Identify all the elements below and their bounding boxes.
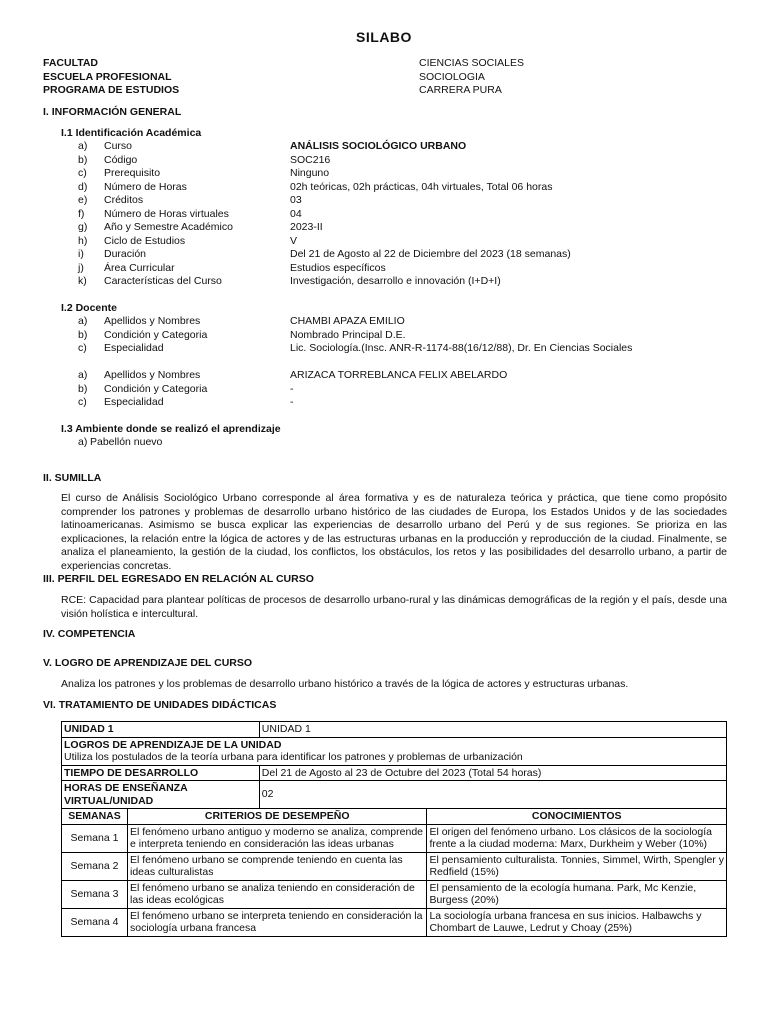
table-row bbox=[62, 722, 727, 738]
subsection-1-3-title: I.3 Ambiente donde se realizó el aprendizaje bbox=[61, 423, 281, 435]
header-value: CARRERA PURA bbox=[419, 84, 502, 96]
item-value: Investigación, desarrollo e innovación (I+D+I) bbox=[290, 275, 501, 287]
list-item bbox=[61, 194, 741, 208]
semana-cell: Semana 2 bbox=[62, 852, 128, 880]
list-item bbox=[61, 221, 741, 235]
item-letter: i) bbox=[78, 248, 84, 260]
list-item bbox=[61, 140, 741, 154]
perfil-text: RCE: Capacidad para plantear políticas de procesos de desarrollo urbano-rural y las dinámicas demográficas de la región y el país, desde una visión holística e intercultural. bbox=[61, 594, 727, 620]
list-item bbox=[61, 262, 741, 276]
section-3-title: III. PERFIL DEL EGRESADO EN RELACIÓN AL CURSO bbox=[43, 573, 314, 585]
item-letter: c) bbox=[78, 167, 87, 179]
table-row bbox=[62, 852, 727, 880]
item-key: Número de Horas bbox=[104, 180, 187, 193]
item-key: Número de Horas virtuales bbox=[104, 207, 229, 220]
item-letter: b) bbox=[78, 328, 88, 341]
section-6-title: VI. TRATAMIENTO DE UNIDADES DIDÁCTICAS bbox=[43, 699, 277, 711]
item-value: - bbox=[290, 382, 294, 395]
item-key: Área Curricular bbox=[104, 261, 175, 274]
section-1-title: I. INFORMACIÓN GENERAL bbox=[43, 106, 182, 118]
item-letter: k) bbox=[78, 275, 87, 287]
logros-cell bbox=[62, 737, 727, 765]
item-value: 03 bbox=[290, 194, 302, 206]
section-5-title: V. LOGRO DE APRENDIZAJE DEL CURSO bbox=[43, 657, 253, 669]
item-letter: a) bbox=[78, 315, 88, 327]
section-2-title: II. SUMILLA bbox=[43, 472, 102, 484]
item-value: Ninguno bbox=[290, 167, 330, 179]
list-item bbox=[61, 369, 741, 383]
academic-info-list bbox=[61, 140, 741, 289]
list-item bbox=[61, 329, 741, 343]
conocimiento-cell: El pensamiento culturalista. Tonnies, Simmel, Wirth, Spengler y Redfield (15%) bbox=[427, 852, 727, 880]
table-row bbox=[62, 880, 727, 908]
sumilla-text: El curso de Análisis Sociológico Urbano corresponde al área formativa y es de naturaleza teórica y práctica, que tiene como propósito comprender los patrones y problemas de desarrollo urbano histórico de las ciudades de Europa, los Estados Unidos y de las sociedades latinoamericanas. Asimismo se busca explicar las experiencias de desarrollo urbano del Perú y de sus regiones. Se prioriza en las explicaciones, la relación entre la lógica de actores y de las estructuras urbanas en la producción y reproducción de la ciudad. Finalmente, se analiza el planeamiento, la gestión de la ciudad, los conflictos, los obstáculos, los retos y las posibilidades del desarrollo urbano, a partir de experiencias concretas. bbox=[61, 492, 727, 572]
semana-cell: Semana 1 bbox=[62, 824, 128, 852]
header-row-escuela bbox=[43, 71, 723, 85]
item-key: Apellidos y Nombres bbox=[104, 369, 201, 381]
list-item bbox=[61, 383, 741, 397]
header-value: SOCIOLOGIA bbox=[419, 70, 485, 83]
tiempo-key: TIEMPO DE DESARROLLO bbox=[62, 765, 260, 781]
criterio-cell: El fenómeno urbano antiguo y moderno se analiza, comprende e interpreta teniendo en consideración las ideas urbanas bbox=[127, 824, 426, 852]
environment-value: Pabellón nuevo bbox=[90, 436, 163, 448]
item-value: ANÁLISIS SOCIOLÓGICO URBANO bbox=[290, 140, 467, 152]
item-value: Lic. Sociología.(Insc. ANR-R-1174-88(16/12/88), Dr. En Ciencias Sociales bbox=[290, 342, 633, 354]
table-row bbox=[62, 765, 727, 781]
item-key: Apellidos y Nombres bbox=[104, 315, 201, 327]
item-key: Especialidad bbox=[104, 342, 164, 354]
item-letter: b) bbox=[78, 382, 88, 395]
item-key: Prerequisito bbox=[104, 167, 161, 179]
table-row bbox=[62, 737, 727, 765]
item-value: 02h teóricas, 02h prácticas, 04h virtuales, Total 06 horas bbox=[290, 180, 553, 193]
list-item bbox=[61, 248, 741, 262]
list-item bbox=[61, 181, 741, 195]
logros-key: LOGROS DE APRENDIZAJE DE LA UNIDAD bbox=[64, 738, 282, 751]
list-item bbox=[61, 154, 741, 168]
list-item bbox=[61, 436, 741, 450]
criterio-cell: El fenómeno urbano se interpreta teniendo en consideración la sociología urbana francesa bbox=[127, 908, 426, 936]
list-item bbox=[61, 167, 741, 181]
conocimiento-cell: La sociología urbana francesa en sus inicios. Halbawchs y Chombart de Lauwe, Ledrut y Choay (25%) bbox=[427, 908, 727, 936]
item-letter: h) bbox=[78, 234, 88, 247]
item-key: Condición y Categoria bbox=[104, 382, 208, 395]
subsection-1-2-title: I.2 Docente bbox=[61, 302, 118, 314]
semana-cell: Semana 4 bbox=[62, 908, 128, 936]
criterio-cell: El fenómeno urbano se comprende teniendo en cuenta las ideas culturalistas bbox=[127, 852, 426, 880]
item-value: 2023-II bbox=[290, 221, 323, 233]
list-item bbox=[61, 396, 741, 410]
col-criterios: CRITERIOS DE DESEMPEÑO bbox=[127, 809, 426, 825]
header-key: PROGRAMA DE ESTUDIOS bbox=[43, 84, 180, 96]
header-value: CIENCIAS SOCIALES bbox=[419, 57, 525, 69]
conocimiento-cell: El origen del fenómeno urbano. Los clásicos de la sociología frente a la ciudad moderna: Marx, Durkheim y Weber (10%) bbox=[427, 824, 727, 852]
list-item bbox=[61, 342, 741, 356]
logro-text: Analiza los patrones y los problemas de desarrollo urbano histórico a través de la lógica de actores y estructuras urbanas. bbox=[61, 678, 629, 690]
item-key: Código bbox=[104, 153, 138, 166]
document-title: SILABO bbox=[356, 29, 412, 45]
list-item bbox=[61, 208, 741, 222]
list-item bbox=[61, 275, 741, 289]
header-block bbox=[43, 57, 723, 98]
unidad-value: UNIDAD 1 bbox=[259, 722, 726, 738]
item-letter: e) bbox=[78, 194, 88, 206]
item-key: Características del Curso bbox=[104, 275, 222, 287]
item-key: Año y Semestre Académico bbox=[104, 221, 233, 233]
item-letter: c) bbox=[78, 396, 87, 408]
item-letter: c) bbox=[78, 342, 87, 354]
item-value: SOC216 bbox=[290, 153, 331, 166]
horas-key: HORAS DE ENSEÑANZA VIRTUAL/UNIDAD bbox=[62, 781, 260, 809]
environment-list bbox=[61, 436, 741, 450]
item-letter: b) bbox=[78, 153, 88, 166]
item-letter: f) bbox=[78, 207, 85, 220]
item-value: Estudios específicos bbox=[290, 261, 386, 274]
item-value: V bbox=[290, 234, 298, 247]
item-letter: a) bbox=[78, 436, 88, 448]
teacher-2-list bbox=[61, 369, 741, 410]
item-value: 04 bbox=[290, 207, 302, 220]
item-value: - bbox=[290, 396, 294, 408]
subsection-1-1-title: I.1 Identificación Académica bbox=[61, 127, 202, 139]
item-value: Del 21 de Agosto al 22 de Diciembre del 2023 (18 semanas) bbox=[290, 248, 571, 260]
item-letter: a) bbox=[78, 140, 88, 152]
header-key: ESCUELA PROFESIONAL bbox=[43, 70, 172, 83]
tiempo-value: Del 21 de Agosto al 23 de Octubre del 2023 (Total 54 horas) bbox=[259, 765, 726, 781]
item-letter: a) bbox=[78, 369, 88, 381]
conocimiento-cell: El pensamiento de la ecología humana. Park, Mc Kenzie, Burgess (20%) bbox=[427, 880, 727, 908]
semana-cell: Semana 3 bbox=[62, 880, 128, 908]
list-item bbox=[61, 315, 741, 329]
item-key: Duración bbox=[104, 248, 147, 260]
item-key: Especialidad bbox=[104, 396, 164, 408]
item-letter: d) bbox=[78, 180, 88, 193]
item-key: Ciclo de Estudios bbox=[104, 234, 186, 247]
col-conocimientos: CONOCIMIENTOS bbox=[427, 809, 727, 825]
header-key: FACULTAD bbox=[43, 57, 99, 69]
header-row-programa bbox=[43, 84, 723, 98]
table-row bbox=[62, 824, 727, 852]
logros-value: Utiliza los postulados de la teoría urbana para identificar los patrones y problemas de urbanización bbox=[64, 751, 523, 763]
item-key: Créditos bbox=[104, 194, 144, 206]
item-key: Curso bbox=[104, 140, 133, 152]
item-value: ARIZACA TORREBLANCA FELIX ABELARDO bbox=[290, 369, 508, 381]
item-value: Nombrado Principal D.E. bbox=[290, 328, 406, 341]
horas-value: 02 bbox=[259, 781, 726, 809]
table-header-row bbox=[62, 809, 727, 825]
col-semanas: SEMANAS bbox=[62, 809, 128, 825]
teacher-1-list bbox=[61, 315, 741, 356]
unit-table bbox=[61, 721, 727, 937]
item-key: Condición y Categoria bbox=[104, 328, 208, 341]
list-item bbox=[61, 235, 741, 249]
item-value: CHAMBI APAZA EMILIO bbox=[290, 315, 405, 327]
section-4-title: IV. COMPETENCIA bbox=[43, 628, 136, 640]
item-letter: g) bbox=[78, 221, 88, 233]
header-row-facultad bbox=[43, 57, 723, 71]
unidad-key: UNIDAD 1 bbox=[62, 722, 260, 738]
item-letter: j) bbox=[78, 261, 84, 274]
table-row bbox=[62, 908, 727, 936]
criterio-cell: El fenómeno urbano se analiza teniendo en consideración de las ideas ecológicas bbox=[127, 880, 426, 908]
table-row bbox=[62, 781, 727, 809]
